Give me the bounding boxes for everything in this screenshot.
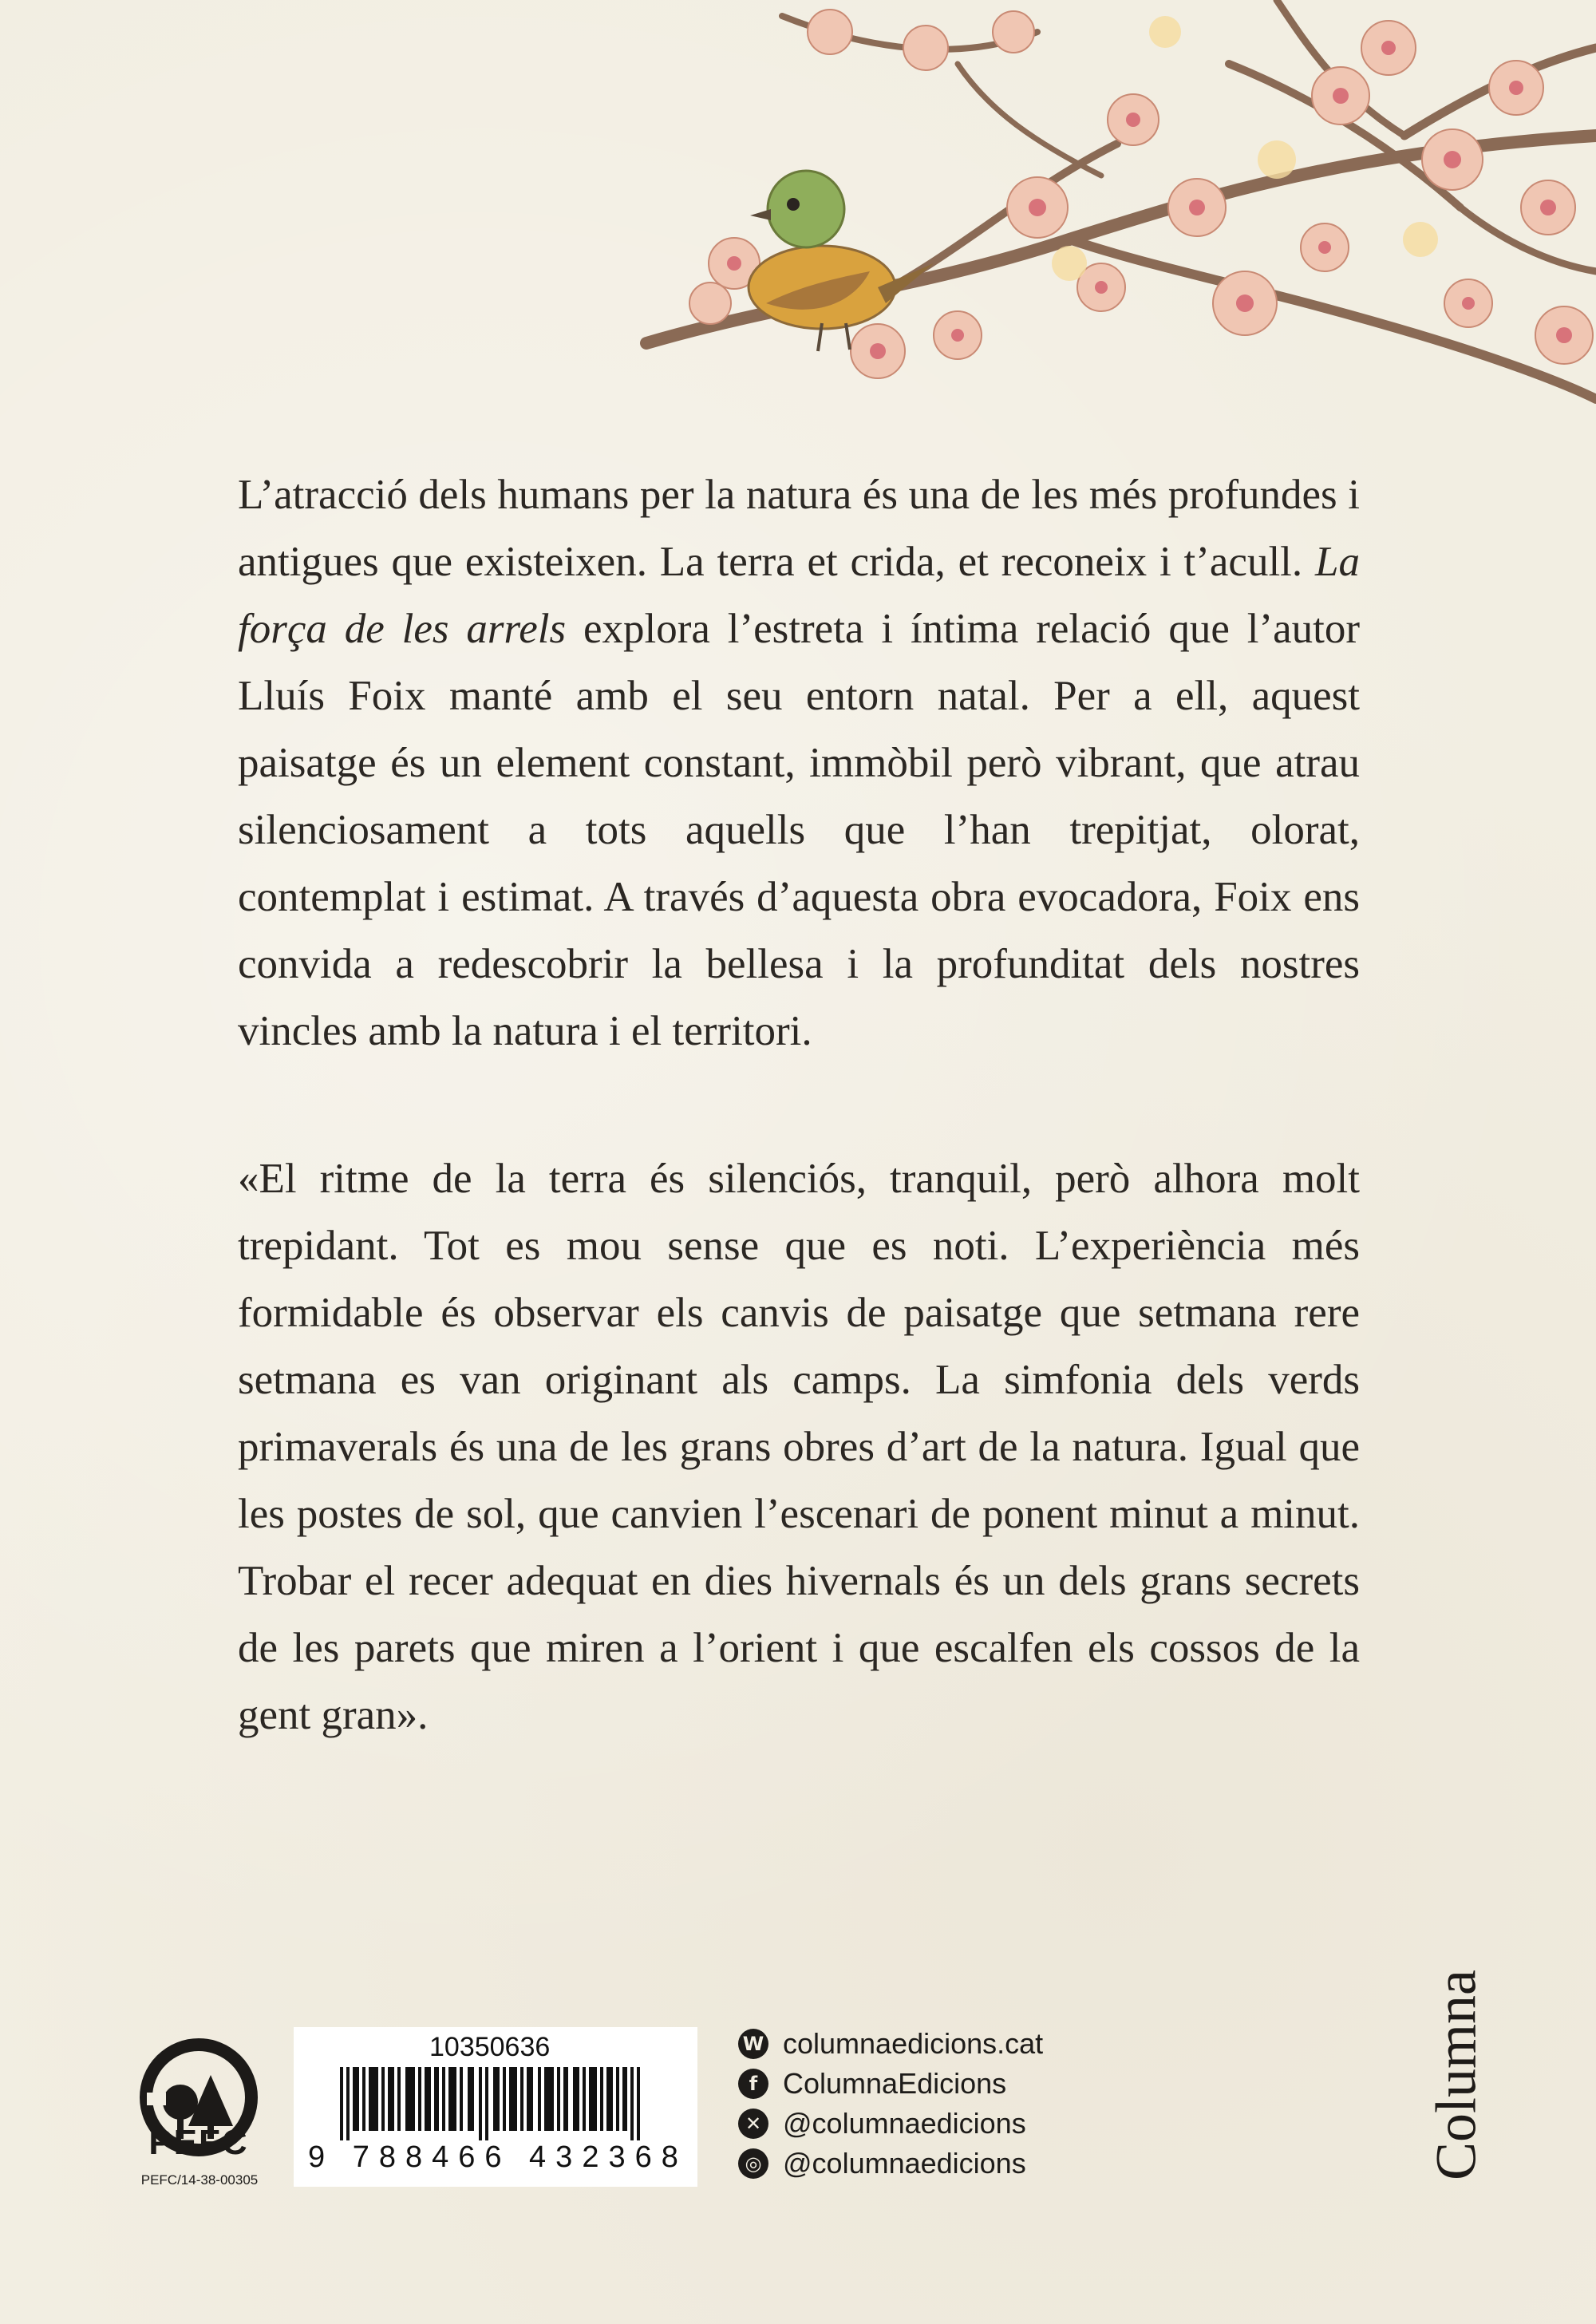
facebook-icon: f [738, 2069, 768, 2099]
pefc-logo [131, 2008, 267, 2192]
bird-illustration [749, 171, 934, 351]
x-icon: ✕ [738, 2109, 768, 2139]
social-link-facebook[interactable] [738, 2064, 1153, 2104]
social-link-x[interactable] [738, 2104, 1153, 2144]
instagram-icon: ◎ [738, 2148, 768, 2179]
isbn-barcode [294, 2027, 697, 2187]
barcode-bars [340, 2067, 659, 2140]
pefc-label: PEFC [148, 2123, 249, 2162]
publisher-name: Columna [1424, 1970, 1488, 2180]
social-link-text: @columnaedicions [783, 2147, 1026, 2180]
pefc-code: PEFC/14-38-00305 [140, 2172, 259, 2188]
social-link-text: ColumnaEdicions [783, 2067, 1007, 2100]
isbn-digits: 9 788466 432368 [308, 2140, 688, 2174]
publisher-logo [1408, 1947, 1504, 2203]
quote-paragraph [238, 1145, 1360, 1749]
social-link-text: @columnaedicions [783, 2107, 1026, 2140]
quote-text: «El ritme de la terra és silenciós, tranquil, però alhora molt trepidant. Tot es mou sense que es noti. L’experiència més formidable és observar els canvis de paisatge que setmana rere setmana es van originant als camps. La simfonia dels verds primaverals és una de les grans obres d’art de la natura. Igual que les postes de sol, que canvien l’escenari de ponent minut a minut. Trobar el recer adequat en dies hivernals és un dels grans secrets de les parets que miren a l’orient i que escalfen els cossos de la gent gran». [238, 1156, 1360, 1738]
description-text-start: L’atracció dels humans per la natura és una de les més profundes i antigues que existeixen. La terra et crida, et reconeix i t’acull. [238, 472, 1360, 585]
social-link-text: columnaedicions.cat [783, 2027, 1044, 2060]
description-text-end: explora l’estreta i íntima relació que l’autor Lluís Foix manté amb el seu entorn natal. Per a ell, aquest paisatge és un element constant, immòbil però vibrant, que atrau silenciosament a tots aquells que l’han trepitjat, olorat, contemplat i estimat. A través d’aquesta obra evocadora, Foix ens convida a redescobrir la bellesa i la profunditat dels nostres vincles amb la natura i el territori. [238, 606, 1360, 1054]
web-icon: W [738, 2029, 768, 2059]
social-link-instagram[interactable] [738, 2144, 1153, 2184]
blossom-branch-illustration [622, 0, 1596, 447]
social-link-web[interactable] [738, 2024, 1153, 2064]
description-paragraph [238, 461, 1360, 1065]
social-links [738, 2024, 1153, 2184]
book-title: La força de les arrels [238, 539, 1360, 652]
barcode-internal-number: 10350636 [429, 2032, 551, 2062]
